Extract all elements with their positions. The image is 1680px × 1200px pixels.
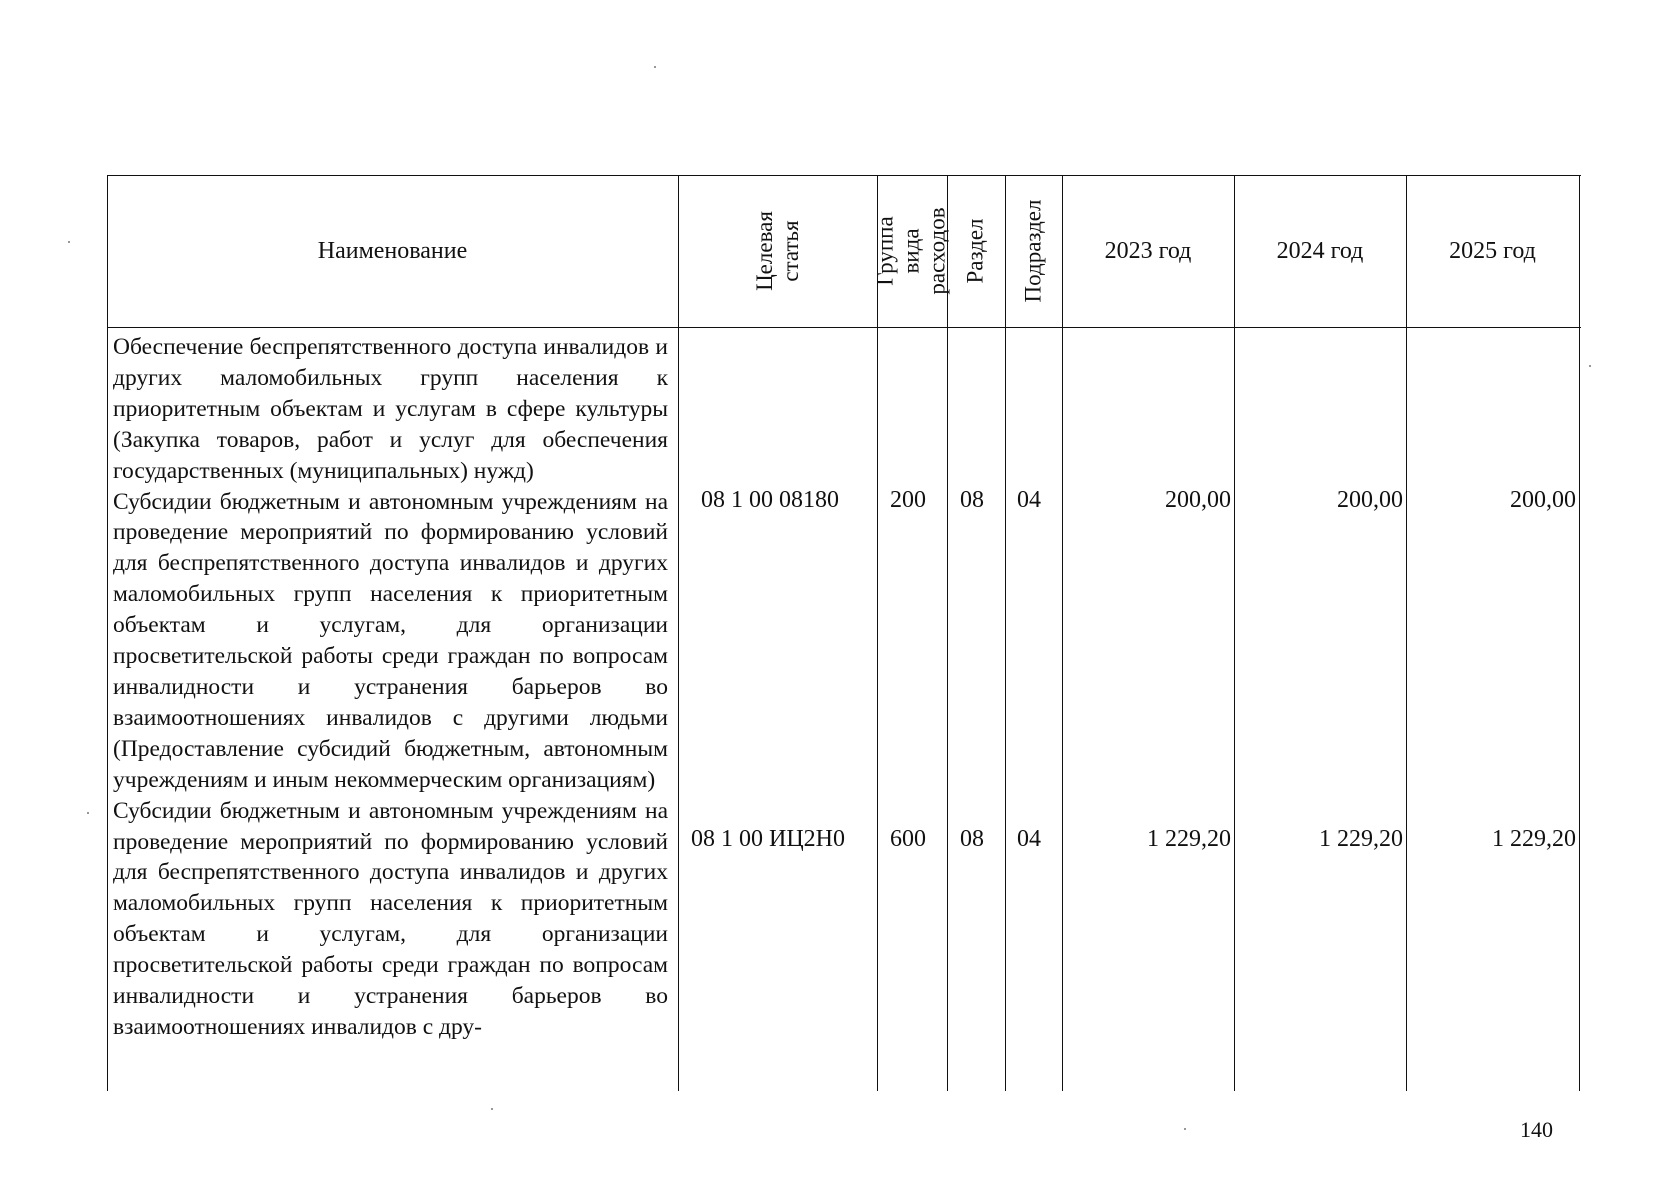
header-year-2025: [1406, 175, 1579, 327]
scan-speck: [1589, 365, 1591, 367]
row-1-y2023: 200,00: [1165, 487, 1231, 513]
header-year-2025-label: 2025 год: [1449, 237, 1536, 264]
header-name: [107, 175, 678, 327]
row-2-y2023: 1 229,20: [1147, 826, 1231, 852]
header-section-label: Раздел: [963, 218, 988, 284]
header-year-2023: [1062, 175, 1234, 327]
header-section: [947, 175, 1005, 327]
header-name-label: Наименование: [317, 237, 468, 264]
header-year-2023-label: 2023 год: [1104, 237, 1192, 264]
row-2-expense-group: 600: [890, 826, 926, 852]
row-2-y2025: 1 229,20: [1492, 826, 1576, 852]
scan-speck: [654, 66, 656, 68]
col-border: [1579, 175, 1580, 1091]
row-1-target-article: 08 1 00 08180: [701, 487, 839, 513]
scan-speck: [1184, 1128, 1186, 1130]
row-2-y2024: 1 229,20: [1319, 826, 1403, 852]
header-year-2024-label: 2024 год: [1276, 237, 1364, 264]
row-2-target-article: 08 1 00 ИЦ2Н0: [691, 826, 845, 852]
row-2-subsection: 04: [1017, 826, 1041, 852]
row-descriptions: [113, 332, 668, 1043]
header-target-article: [678, 175, 877, 327]
header-year-2024: [1234, 175, 1406, 327]
row-1-section: 08: [960, 487, 984, 513]
row-2-section: 08: [960, 826, 984, 852]
row-1-subsection: 04: [1017, 487, 1041, 513]
header-bottom-border: [107, 327, 1581, 328]
header-expense-group: [873, 175, 951, 327]
page-number: 140: [1520, 1117, 1553, 1142]
row-3-name: Субсидии бюджетным и автономным учреждениям на проведение мероприятий по формированию условий для беспрепятственного доступа инвалидов и других маломобильных групп населения к приоритетным объектам и услугам, для организации просветительской работы среди граждан по вопросам инвалидности и устранения барьеров во взаимоотношениях инвалидов с дру-: [113, 797, 668, 1040]
header-subsection: [1005, 175, 1062, 327]
budget-table: [107, 175, 1581, 1091]
header-subsection-label: Подраздел: [1020, 199, 1046, 303]
row-1-y2025: 200,00: [1510, 487, 1576, 513]
row-2-name: Субсидии бюджетным и автономным учреждениям на проведение мероприятий по формированию условий для беспрепятственного доступа инвалидов и других маломобильных групп населения к приоритетным объектам и услугам, для организации просветительской работы среди граждан по вопросам инвалидности и устранения барьеров во взаимоотношениях инвалидов с другими людьми (Предоставление субсидий бюджетным, автономным учреждениям и иным некоммерческим организациям): [113, 488, 668, 793]
header-target-article-label: Целевая статья: [751, 211, 803, 291]
scan-speck: [68, 241, 70, 243]
row-1-y2024: 200,00: [1337, 487, 1403, 513]
scan-speck: [87, 812, 89, 814]
header-expense-group-label: Группа вида расходов: [873, 207, 951, 295]
row-1-name: Обеспечение беспрепятственного доступа инвалидов и других маломобильных групп населения к приоритетным объектам и услугам в сфере культуры (Закупка товаров, работ и услуг для обеспечения государственных (муниципальных) нужд): [113, 334, 668, 484]
scan-speck: [491, 1108, 493, 1110]
row-1-expense-group: 200: [890, 487, 926, 513]
